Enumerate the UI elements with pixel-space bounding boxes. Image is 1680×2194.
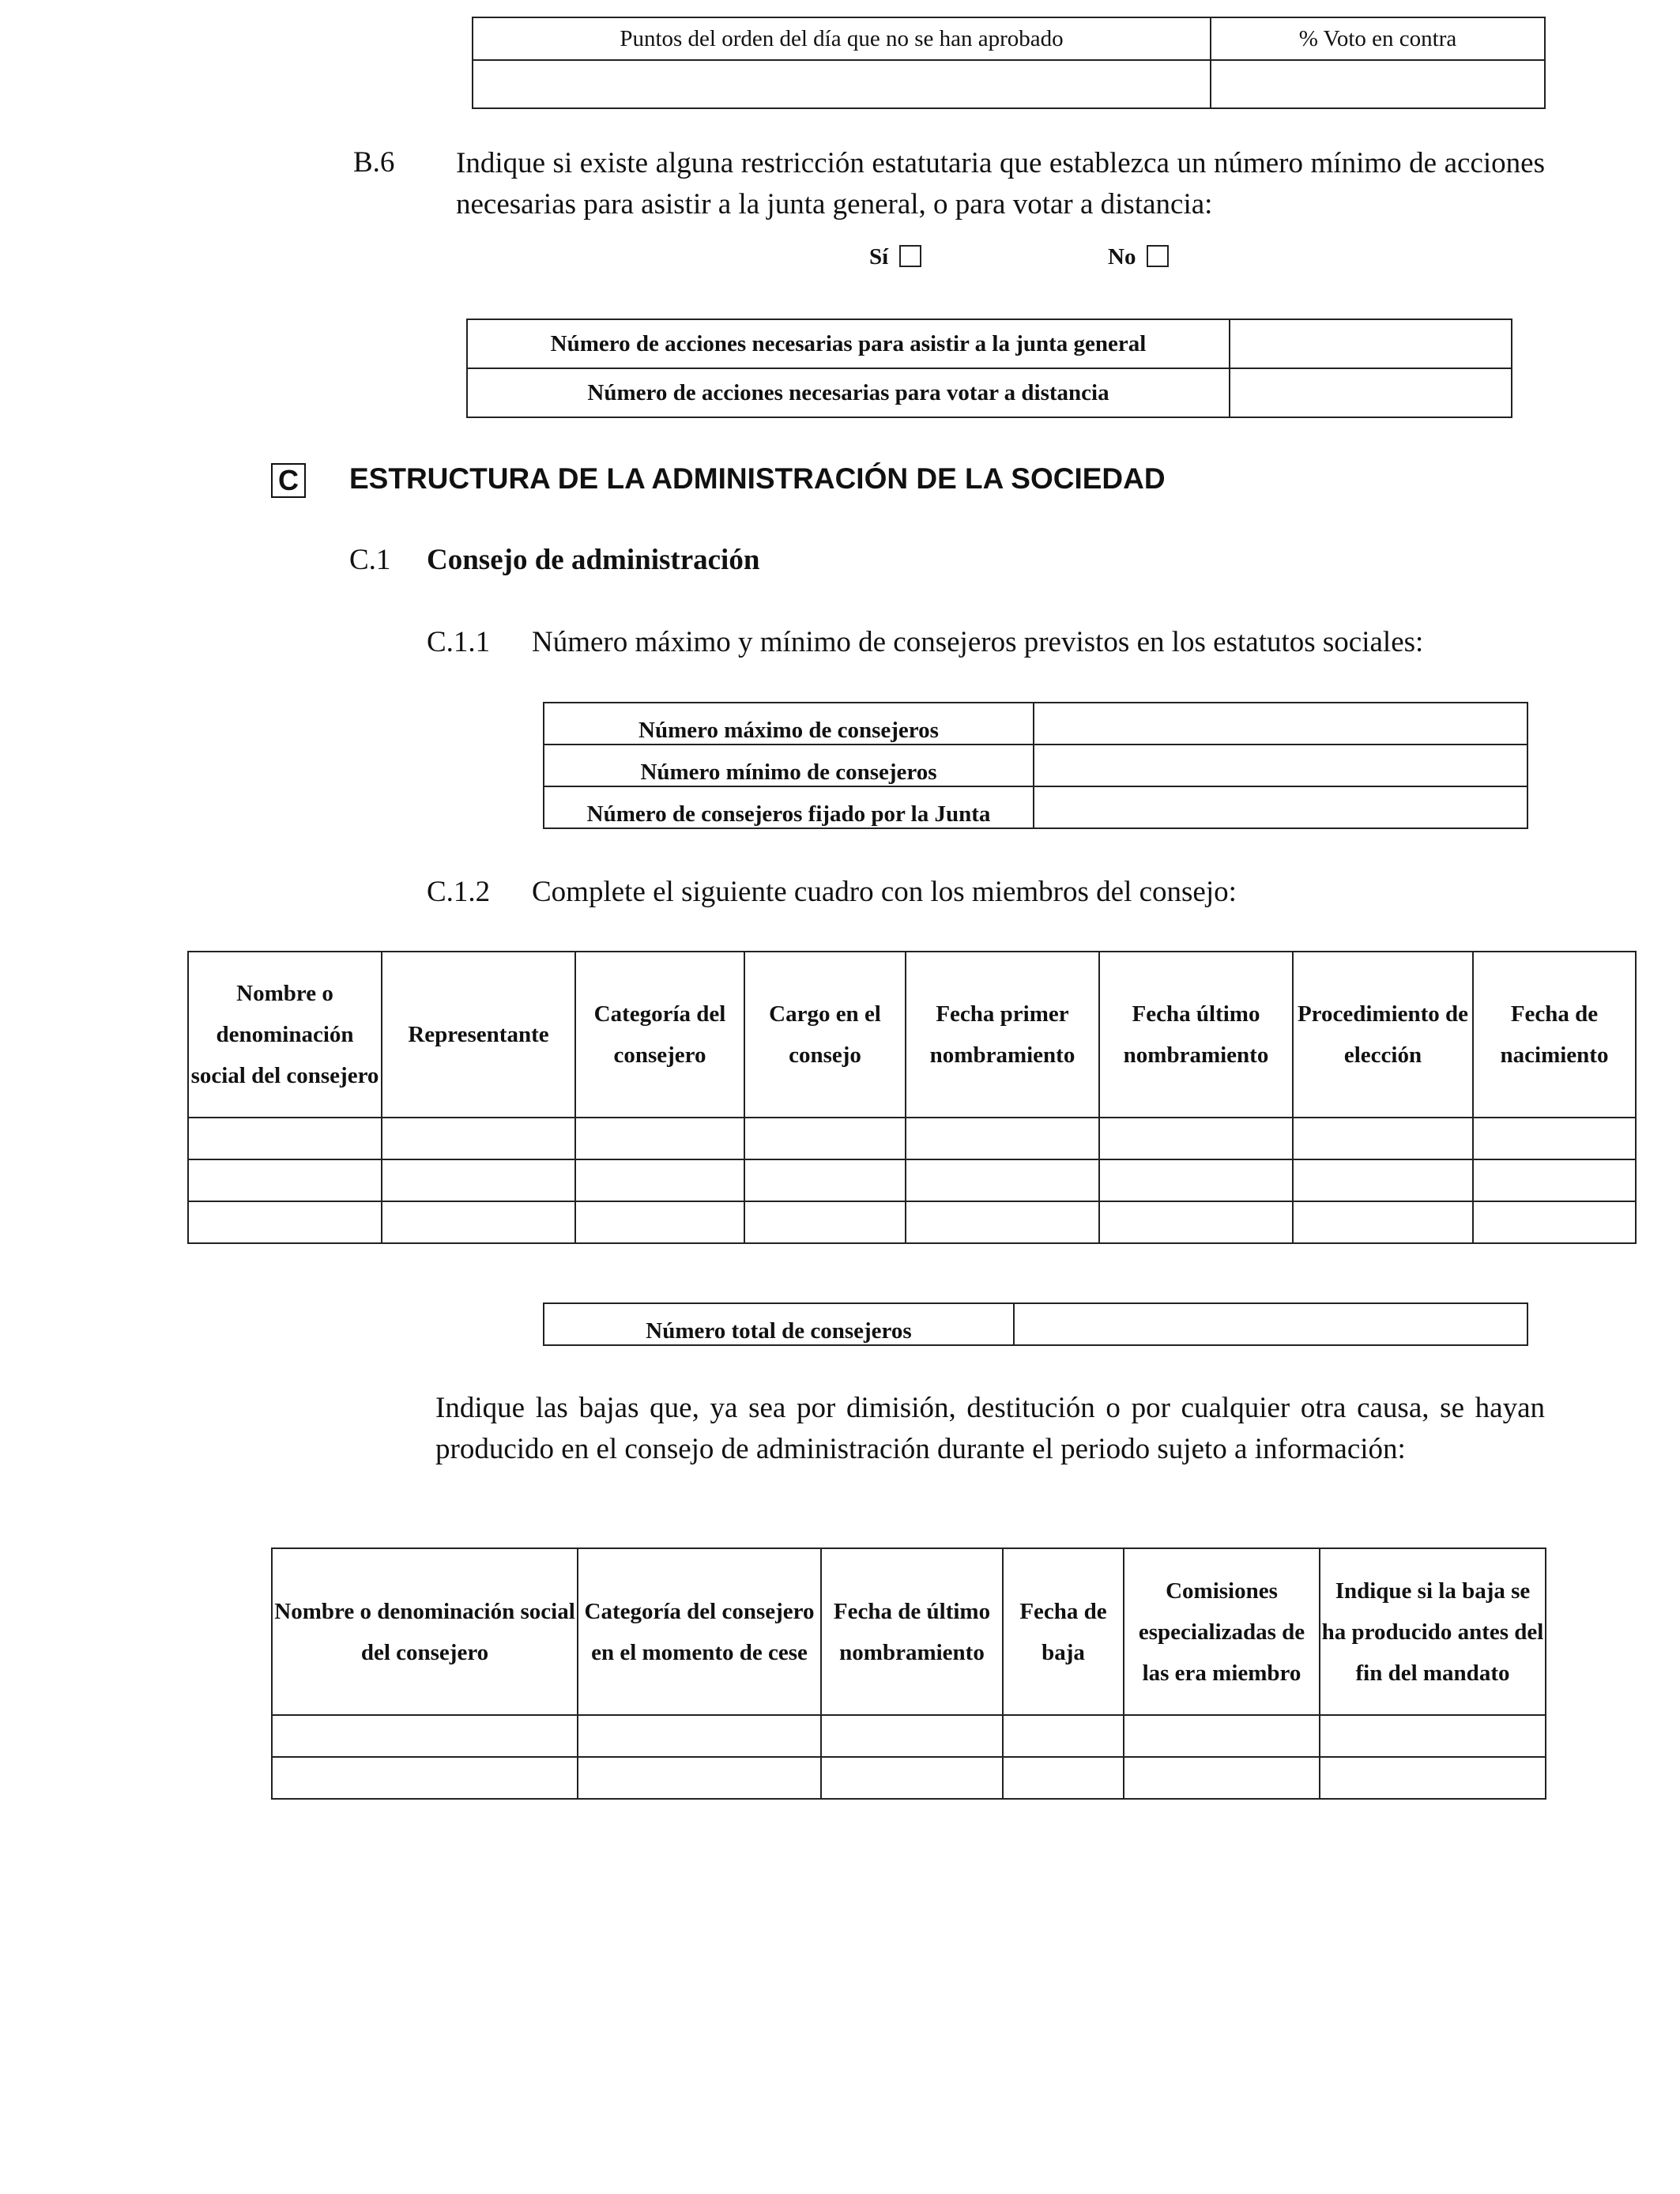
c12-total-value[interactable] xyxy=(1014,1303,1527,1345)
bajas-header-committees: Comisiones especializadas de las era miembro xyxy=(1124,1548,1320,1715)
b6-row-attend-label: Número de acciones necesarias para asistir a la junta general xyxy=(467,319,1230,368)
table-row xyxy=(272,1757,1546,1799)
bajas-text: Indique las bajas que, ya sea por dimisión, destitución o por cualquier otra causa, se hayan producido en el consejo de administración durante el periodo sujeto a información: xyxy=(435,1392,1545,1465)
b6-text: Indique si existe alguna restricción estatutaria que establezca un número mínimo de acciones necesarias para asistir a la junta general, o para votar a distancia: xyxy=(456,147,1545,221)
b6-row-vote-label: Número de acciones necesarias para votar a distancia xyxy=(467,368,1230,417)
section-c-title: ESTRUCTURA DE LA ADMINISTRACIÓN DE LA SOCIEDAD xyxy=(349,462,1166,495)
bajas-header-category: Categoría del consejero en el momento de cese xyxy=(578,1548,821,1715)
c12-total-label: Número total de consejeros xyxy=(544,1303,1014,1345)
bajas-header-last-appointment: Fecha de último nombramiento xyxy=(821,1548,1003,1715)
agenda-header-vote-against: % Voto en contra xyxy=(1211,17,1545,60)
b6-no-checkbox[interactable] xyxy=(1147,245,1169,267)
c11-row-min-label: Número mínimo de consejeros xyxy=(544,745,1034,786)
table-row xyxy=(272,1715,1546,1757)
c12-header-last-appointment: Fecha último nombramiento xyxy=(1099,952,1293,1118)
c11-row-fixed-label: Número de consejeros fijado por la Junta xyxy=(544,786,1034,828)
bajas-header-name: Nombre o denominación social del consejero xyxy=(272,1548,578,1715)
c11-number: C.1.1 xyxy=(427,626,491,658)
c12-header-birth-date: Fecha de nacimiento xyxy=(1473,952,1636,1118)
b6-row-vote-value[interactable] xyxy=(1230,368,1512,417)
c11-text: Número máximo y mínimo de consejeros previstos en los estatutos sociales: xyxy=(532,626,1424,658)
c11-row-fixed-value[interactable] xyxy=(1034,786,1527,828)
b6-yes-label: Sí xyxy=(869,244,889,270)
bajas-header-leave-date: Fecha de baja xyxy=(1003,1548,1124,1715)
c12-header-category: Categoría del consejero xyxy=(575,952,744,1118)
c12-total-table xyxy=(543,1302,1528,1346)
table-row xyxy=(188,1201,1636,1243)
c12-number: C.1.2 xyxy=(427,876,491,908)
c12-header-name: Nombre o denominación social del consejero xyxy=(188,952,382,1118)
table-row xyxy=(188,1118,1636,1159)
bajas-header-before-term-end: Indique si la baja se ha producido antes del fin del mandato xyxy=(1320,1548,1546,1715)
c1-number: C.1 xyxy=(349,544,391,576)
b6-no-option[interactable] xyxy=(1108,244,1169,270)
section-c-letter: C xyxy=(271,463,306,498)
c11-row-min-value[interactable] xyxy=(1034,745,1527,786)
bajas-table xyxy=(271,1547,1546,1800)
agenda-table xyxy=(472,17,1546,109)
b6-yes-option[interactable] xyxy=(869,244,921,270)
c12-text: Complete el siguiente cuadro con los miembros del consejo: xyxy=(532,876,1237,908)
agenda-header-points: Puntos del orden del día que no se han aprobado xyxy=(473,17,1211,60)
c11-row-max-value[interactable] xyxy=(1034,703,1527,745)
agenda-cell-vote[interactable] xyxy=(1211,60,1545,108)
agenda-cell-points[interactable] xyxy=(473,60,1211,108)
c11-row-max-label: Número máximo de consejeros xyxy=(544,703,1034,745)
table-row xyxy=(188,1159,1636,1201)
b6-no-label: No xyxy=(1108,244,1136,270)
c12-header-position: Cargo en el consejo xyxy=(744,952,906,1118)
b6-number: B.6 xyxy=(353,146,395,179)
b6-shares-table xyxy=(466,319,1512,418)
c12-members-table xyxy=(187,951,1637,1244)
c1-title: Consejo de administración xyxy=(427,544,760,576)
c12-header-first-appointment: Fecha primer nombramiento xyxy=(906,952,1099,1118)
b6-yes-checkbox[interactable] xyxy=(899,245,921,267)
b6-row-attend-value[interactable] xyxy=(1230,319,1512,368)
c12-header-election-procedure: Procedimiento de elección xyxy=(1293,952,1473,1118)
c12-header-representative: Representante xyxy=(382,952,575,1118)
c11-table xyxy=(543,702,1528,829)
